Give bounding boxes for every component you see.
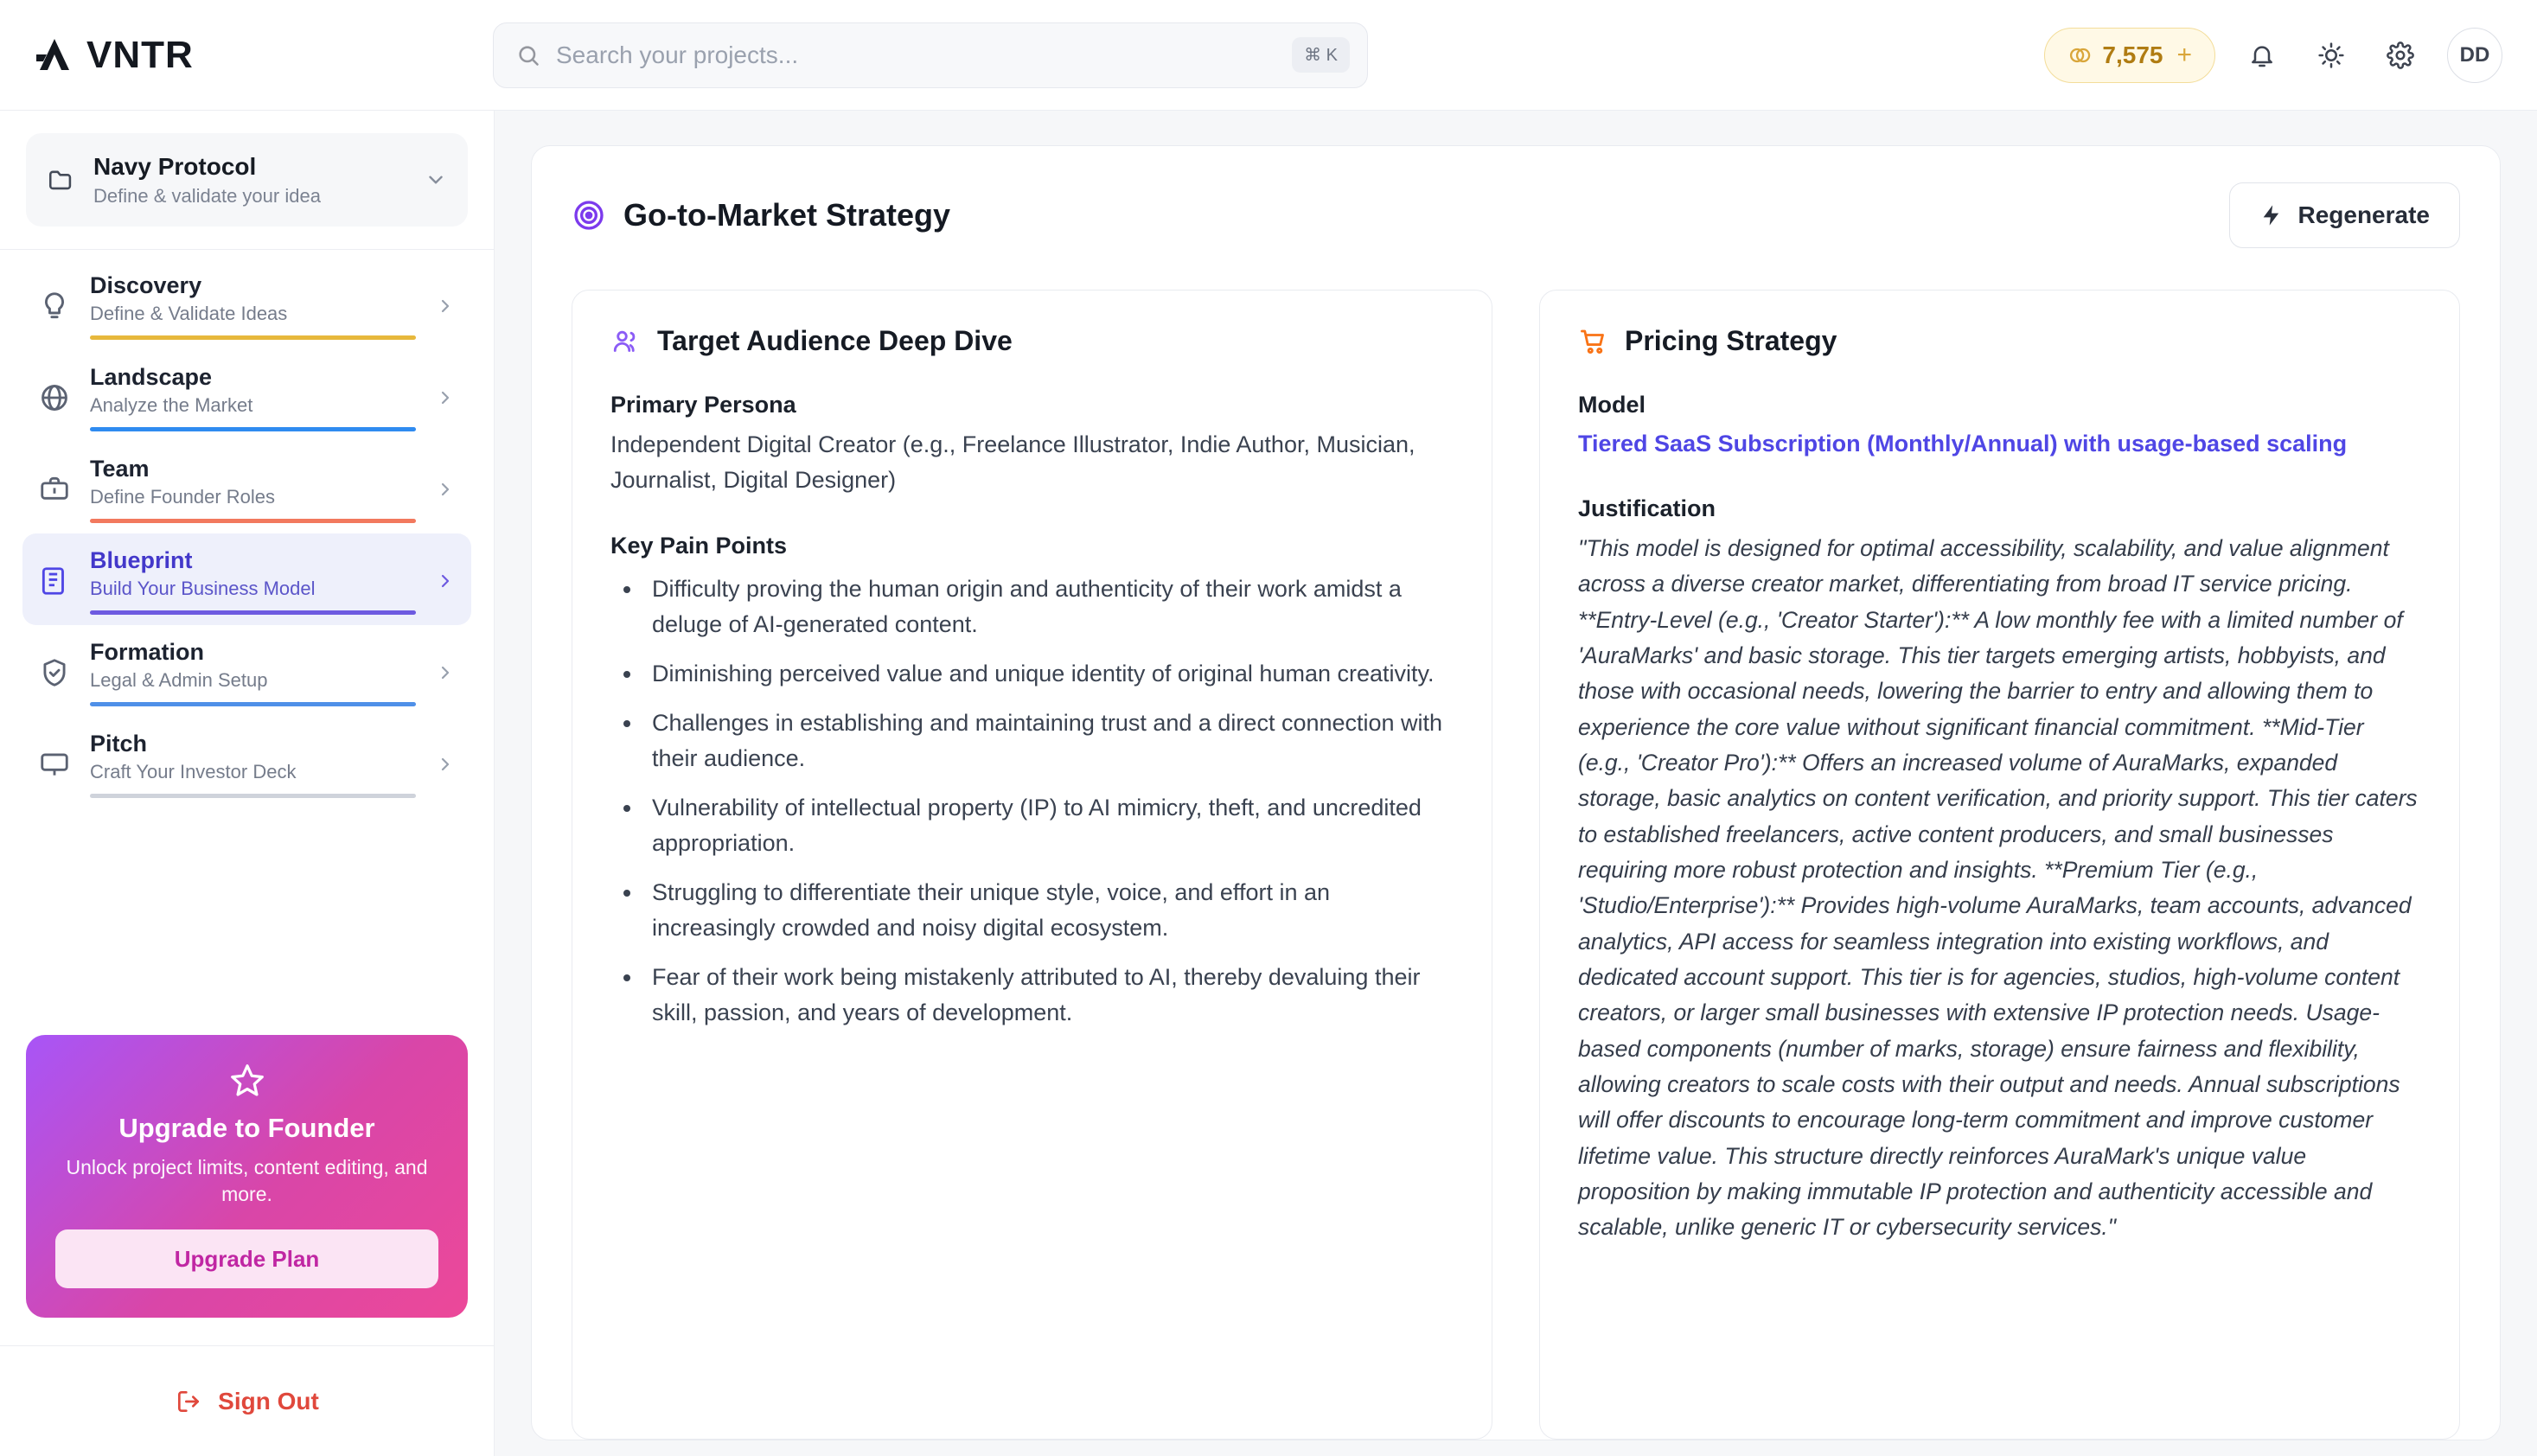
list-item: • Fear of their work being mistakenly attributed to AI, thereby devaluing their skill, passion, and years of development. xyxy=(643,960,1454,1031)
sidebar-item-label: Formation xyxy=(90,639,204,665)
strategy-panel xyxy=(531,145,2501,1440)
sidebar-item-landscape[interactable] xyxy=(22,350,471,442)
sidebar-item-label: Team xyxy=(90,456,150,482)
panel-header xyxy=(572,182,2460,248)
sidebar-item-sub: Define & Validate Ideas xyxy=(90,303,288,324)
chevron-right-icon xyxy=(435,296,456,316)
search-shortcut-badge: ⌘ K xyxy=(1292,37,1350,73)
globe-icon xyxy=(38,381,71,414)
sidebar-item-progress xyxy=(90,794,416,798)
shield-check-icon xyxy=(38,656,71,689)
pricing-strategy-card xyxy=(1539,290,2460,1440)
top-bar xyxy=(0,0,2537,111)
blueprint-icon xyxy=(38,565,71,597)
presentation-icon xyxy=(38,748,71,781)
model-value: Tiered SaaS Subscription (Monthly/Annual) with usage-based scaling xyxy=(1578,431,2348,457)
app-logo-text: VNTR xyxy=(86,33,194,76)
credits-value: 7,575 xyxy=(2102,41,2163,68)
vntr-logo-icon xyxy=(35,35,74,75)
sidebar-item-sub: Legal & Admin Setup xyxy=(90,669,268,691)
sidebar-item-label: Blueprint xyxy=(90,547,193,573)
pain-points-list xyxy=(610,572,1454,1031)
model-label: Model xyxy=(1578,392,1646,418)
sidebar-nav xyxy=(0,250,494,808)
strategy-cards xyxy=(572,290,2460,1440)
cart-icon xyxy=(1578,326,1609,357)
project-text xyxy=(93,153,407,208)
main-content xyxy=(495,111,2537,1456)
chevron-right-icon xyxy=(435,662,456,683)
search-input[interactable] xyxy=(556,42,1276,69)
credits-badge[interactable] xyxy=(2044,28,2215,83)
avatar-initials: DD xyxy=(2459,42,2490,67)
avatar[interactable] xyxy=(2447,28,2502,83)
chevron-down-icon xyxy=(425,169,447,191)
upgrade-card xyxy=(26,1035,468,1318)
list-item: • Vulnerability of intellectual property (IP) to AI mimicry, theft, and uncredited appropriation. xyxy=(643,790,1454,861)
chevron-right-icon xyxy=(435,387,456,408)
project-subtitle: Define & validate your idea xyxy=(93,184,321,207)
gear-icon[interactable] xyxy=(2378,33,2423,78)
sidebar-item-body xyxy=(90,639,416,706)
sidebar-item-label: Discovery xyxy=(90,272,202,298)
briefcase-icon xyxy=(38,473,71,506)
card-title: Pricing Strategy xyxy=(1625,325,1837,356)
search-box[interactable] xyxy=(493,22,1368,88)
primary-persona-value: Independent Digital Creator (e.g., Freelance Illustrator, Indie Author, Musician, Journalist, Digital Designer) xyxy=(610,431,1415,494)
pain-points-label: Key Pain Points xyxy=(610,533,788,559)
sidebar-item-progress xyxy=(90,335,416,340)
search-container xyxy=(493,22,1368,88)
sidebar-item-label: Pitch xyxy=(90,731,148,757)
sidebar-item-sub: Build Your Business Model xyxy=(90,578,316,599)
primary-persona-label: Primary Persona xyxy=(610,392,796,418)
upgrade-subtitle: Unlock project limits, content editing, and more. xyxy=(66,1155,428,1206)
target-icon xyxy=(572,198,606,233)
regenerate-button[interactable] xyxy=(2229,182,2460,248)
card-title: Target Audience Deep Dive xyxy=(657,325,1013,356)
sidebar-item-sub: Analyze the Market xyxy=(90,394,253,416)
justification-label: Justification xyxy=(1578,495,1716,522)
sun-icon[interactable] xyxy=(2309,33,2354,78)
card-header xyxy=(1578,325,2421,357)
upgrade-title: Upgrade to Founder xyxy=(118,1112,375,1143)
card-header xyxy=(610,325,1454,357)
sidebar-item-sub: Define Founder Roles xyxy=(90,486,276,508)
sidebar-item-progress xyxy=(90,610,416,615)
sidebar-item-body xyxy=(90,364,416,431)
app-logo[interactable] xyxy=(35,34,493,77)
upgrade-plan-button[interactable]: Upgrade Plan xyxy=(55,1229,438,1288)
sign-out-row[interactable] xyxy=(0,1345,494,1456)
credits-add-button[interactable]: + xyxy=(2176,40,2192,69)
app-shell xyxy=(0,111,2537,1456)
list-item: • Diminishing perceived value and unique identity of original human creativity. xyxy=(643,656,1454,692)
sidebar xyxy=(0,111,495,1456)
people-icon xyxy=(610,326,642,357)
coin-icon xyxy=(2067,43,2092,67)
chevron-right-icon xyxy=(435,479,456,500)
search-icon xyxy=(516,43,540,67)
sidebar-item-label: Landscape xyxy=(90,364,213,390)
sidebar-item-body xyxy=(90,547,416,615)
sidebar-item-team[interactable] xyxy=(22,442,471,533)
chevron-right-icon xyxy=(435,754,456,775)
sidebar-item-discovery[interactable] xyxy=(22,259,471,350)
sidebar-item-blueprint[interactable] xyxy=(22,533,471,625)
list-item: • Struggling to differentiate their unique style, voice, and effort in an increasingly crowded and noisy digital ecosystem. xyxy=(643,875,1454,946)
sidebar-item-body xyxy=(90,272,416,340)
bolt-icon xyxy=(2259,203,2284,227)
sidebar-item-progress xyxy=(90,427,416,431)
sidebar-item-body xyxy=(90,456,416,523)
top-bar-actions xyxy=(2044,28,2502,83)
sidebar-item-sub: Craft Your Investor Deck xyxy=(90,761,297,782)
sign-out-icon xyxy=(175,1388,202,1415)
target-audience-card xyxy=(572,290,1492,1440)
bell-icon[interactable] xyxy=(2240,33,2285,78)
chevron-right-icon xyxy=(435,571,456,591)
sign-out-label: Sign Out xyxy=(218,1387,319,1414)
list-item: • Challenges in establishing and maintaining trust and a direct connection with their audience. xyxy=(643,706,1454,776)
star-icon xyxy=(227,1061,267,1101)
sidebar-item-formation[interactable] xyxy=(22,625,471,717)
list-item: • Difficulty proving the human origin and authenticity of their work amidst a deluge of AI-generated content. xyxy=(643,572,1454,642)
sidebar-item-body xyxy=(90,731,416,798)
sidebar-item-progress xyxy=(90,702,416,706)
project-selector[interactable] xyxy=(26,133,468,227)
folder-icon xyxy=(47,165,76,195)
lightbulb-icon xyxy=(38,290,71,322)
regenerate-label: Regenerate xyxy=(2297,201,2430,228)
sidebar-item-pitch[interactable] xyxy=(22,717,471,808)
justification-text: "This model is designed for optimal accessibility, scalability, and value alignment across a diverse creator market, differentiating from broad IT service pricing. **Entry-Level (e.g., 'Creator Starter'):** A low monthly fee with a limited number of 'AuraMarks' and basic storage. This tier targets emerging artists, hobbyists, and those with occasional needs, lowering the barrier to entry and allowing them to experience the core value without significant financial commitment. **Mid-Tier (e.g., 'Creator Pro'):** Offers an increased volume of AuraMarks, expanded storage, basic analytics on content verification, and priority support. This tier caters to established freelancers, active content producers, and small businesses requiring more robust protection and insights. **Premium Tier (e.g., 'Studio/Enterprise'):** Provides high-volume AuraMarks, team accounts, advanced analytics, API access for seamless integration into existing workflows, and dedicated account support. This tier is for agencies, studios, high-volume content creators, or larger small businesses with extensive IP protection needs. Usage-based components (number of marks, storage) ensure fairness and flexibility, allowing creators to scale costs with their output and needs. Annual subscriptions will offer discounts to encourage long-term commitment and improve customer lifetime value. This structure directly reinforces AuraMark's unique value proposition by making immutable IP protection and authenticity accessible and scalable, unlike generic IT or cybersecurity services." xyxy=(1578,535,2418,1241)
page-title: Go-to-Market Strategy xyxy=(623,197,951,233)
project-name: Navy Protocol xyxy=(93,152,257,180)
sidebar-item-progress xyxy=(90,519,416,523)
